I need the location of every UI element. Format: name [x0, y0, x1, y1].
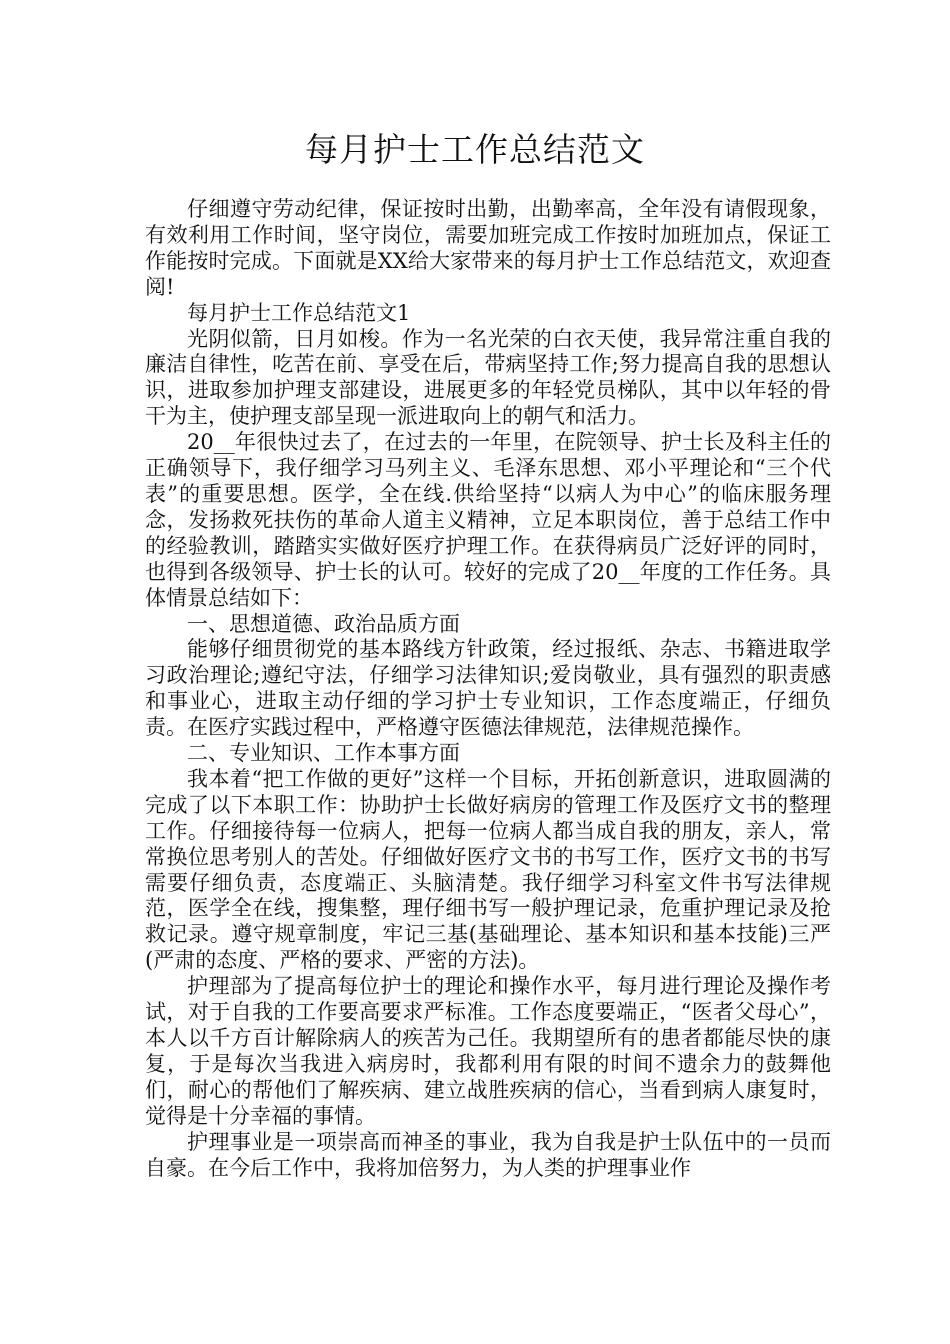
- section-heading-1: 每月护士工作总结范文1: [187, 300, 411, 325]
- body-paragraph: 20__年很快过去了，在过去的一年里，在院领导、护士长及科主任的正确领导下，我仔细学习马列主义、毛泽东思想、邓小平理论和“三个代表”的重要思想。医学，全在线.供给坚持“以病人为中心”的临床服务理念，发扬救死扶伤的革命人道主义精神，立足本职岗位，善于总结工作中的经验教训，踏踏实实做好医疗护理工作。在获得病员广泛好评的同时，也得到各级领导、护士长的认可。较好的完成了20__年度的工作任务。具体情景总结如下：: [145, 430, 831, 610]
- intro-paragraph: 仔细遵守劳动纪律，保证按时出勤，出勤率高，全年没有请假现象，有效利用工作时间，坚守岗位，需要加班完成工作按时加班加点，保证工作能按时完成。下面就是XX给大家带来的每月护士工作总结范文，欢迎查阅!: [145, 197, 831, 299]
- body-paragraph: 护理部为了提高每位护士的理论和操作水平，每月进行理论及操作考试，对于自我的工作要高要求严标准。工作态度要端正，“医者父母心”，本人以千方百计解除病人的疾苦为己任。我期望所有的患者都能尽快的康复，于是每次当我进入病房时，我都利用有限的时间不遗余力的鼓舞他们，耐心的帮他们了解疾病、建立战胜疾病的信心，当看到病人康复时，觉得是十分幸福的事情。: [145, 974, 831, 1128]
- body-paragraph: 我本着“把工作做的更好”这样一个目标，开拓创新意识，进取圆满的完成了以下本职工作：协助护士长做好病房的管理工作及医疗文书的整理工作。仔细接待每一位病人，把每一位病人都当成自我的朋友，亲人，常常换位思考别人的苦处。仔细做好医疗文书的书写工作，医疗文书的书写需要仔细负责，态度端正、头脑清楚。我仔细学习科室文件书写法律规范，医学全在线，搜集整，理仔细书写一般护理记录，危重护理记录及抢救记录。遵守规章制度，牢记三基(基础理论、基本知识和基本技能)三严(严肃的态度、严格的要求、严密的方法)。: [145, 766, 831, 973]
- subheading-ideology: 一、思想道德、政治品质方面: [187, 611, 460, 636]
- document-body: [145, 197, 831, 1181]
- body-paragraph: 光阴似箭，日月如梭。作为一名光荣的白衣天使，我异常注重自我的廉洁自律性，吃苦在前、享受在后，带病坚持工作;努力提高自我的思想认识，进取参加护理支部建设，进展更多的年轻党员梯队，其中以年轻的骨干为主，使护理支部呈现一派进取向上的朝气和活力。: [145, 326, 831, 429]
- body-paragraph: 护理事业是一项崇高而神圣的事业，我为自我是护士队伍中的一员而自豪。在今后工作中，我将加倍努力，为人类的护理事业作: [145, 1129, 831, 1180]
- document-title: 每月护士工作总结范文: [305, 130, 645, 169]
- body-paragraph: 能够仔细贯彻党的基本路线方针政策，经过报纸、杂志、书籍进取学习政治理论;遵纪守法，仔细学习法律知识;爱岗敬业，具有强烈的职责感和事业心，进取主动仔细的学习护士专业知识，工作态度端正，仔细负责。在医疗实践过程中，严格遵守医德法律规范，法律规范操作。: [145, 637, 831, 740]
- subheading-professional: 二、专业知识、工作本事方面: [187, 741, 460, 766]
